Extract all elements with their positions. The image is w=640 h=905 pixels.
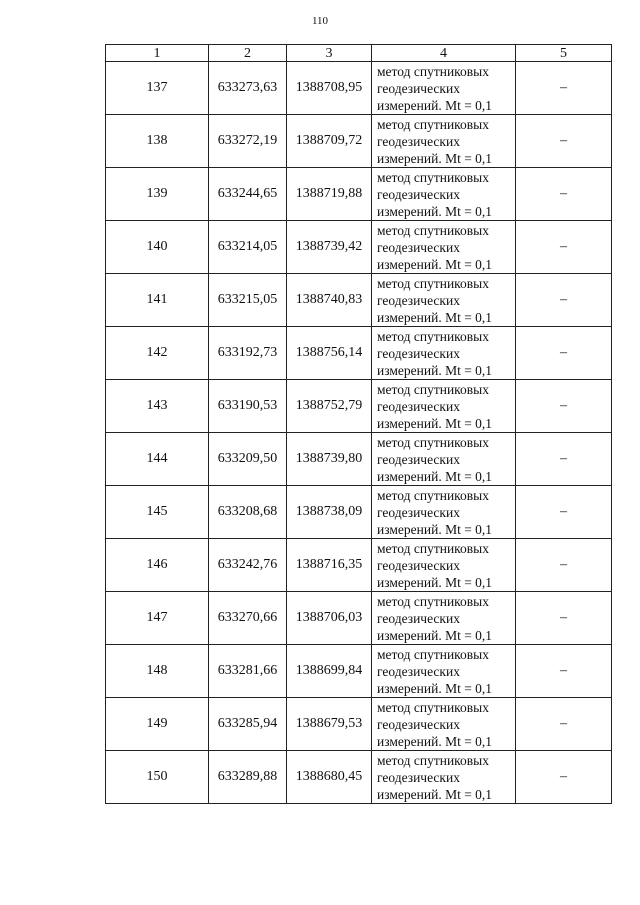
y-coordinate-cell: 1388752,79 (287, 380, 372, 433)
x-coordinate-cell: 633285,94 (209, 698, 287, 751)
header-col-5: 5 (516, 45, 612, 62)
x-coordinate-cell: 633272,19 (209, 115, 287, 168)
method-cell (372, 698, 516, 751)
point-number-cell: 144 (106, 433, 209, 486)
method-line-2: геодезических (377, 398, 460, 414)
x-coordinate-cell: 633190,53 (209, 380, 287, 433)
header-col-1: 1 (106, 45, 209, 62)
note-cell: – (516, 486, 612, 539)
header-row (106, 45, 612, 62)
method-line-2: геодезических (377, 133, 460, 149)
method-cell (372, 168, 516, 221)
x-coordinate-cell: 633270,66 (209, 592, 287, 645)
method-line-3: измерений. Mt = 0,1 (377, 733, 493, 749)
point-number-cell: 138 (106, 115, 209, 168)
method-line-3: измерений. Mt = 0,1 (377, 468, 493, 484)
method-cell (372, 539, 516, 592)
y-coordinate-cell: 1388739,80 (287, 433, 372, 486)
note-cell: – (516, 592, 612, 645)
table-row (106, 433, 612, 486)
y-coordinate-cell: 1388708,95 (287, 62, 372, 115)
method-cell (372, 115, 516, 168)
y-coordinate-cell: 1388680,45 (287, 751, 372, 804)
page-number: 110 (311, 15, 329, 27)
method-cell (372, 645, 516, 698)
method-line-1: метод спутниковых (377, 646, 489, 662)
note-cell: – (516, 698, 612, 751)
table-row (106, 168, 612, 221)
method-line-1: метод спутниковых (377, 328, 489, 344)
method-line-1: метод спутниковых (377, 116, 489, 132)
method-line-2: геодезических (377, 504, 460, 520)
table-row (106, 486, 612, 539)
x-coordinate-cell: 633244,65 (209, 168, 287, 221)
method-cell (372, 327, 516, 380)
method-line-1: метод спутниковых (377, 275, 489, 291)
coordinates-table (105, 44, 612, 804)
method-line-3: измерений. Mt = 0,1 (377, 203, 493, 219)
method-cell (372, 433, 516, 486)
x-coordinate-cell: 633273,63 (209, 62, 287, 115)
x-coordinate-cell: 633242,76 (209, 539, 287, 592)
y-coordinate-cell: 1388709,72 (287, 115, 372, 168)
point-number-cell: 137 (106, 62, 209, 115)
point-number-cell: 140 (106, 221, 209, 274)
y-coordinate-cell: 1388719,88 (287, 168, 372, 221)
header-col-4: 4 (372, 45, 516, 62)
method-line-1: метод спутниковых (377, 593, 489, 609)
point-number-cell: 146 (106, 539, 209, 592)
note-cell: – (516, 327, 612, 380)
method-line-2: геодезических (377, 716, 460, 732)
method-cell (372, 486, 516, 539)
method-line-2: геодезических (377, 769, 460, 785)
table-row (106, 115, 612, 168)
point-number-cell: 143 (106, 380, 209, 433)
method-line-2: геодезических (377, 345, 460, 361)
y-coordinate-cell: 1388756,14 (287, 327, 372, 380)
point-number-cell: 139 (106, 168, 209, 221)
x-coordinate-cell: 633289,88 (209, 751, 287, 804)
table-row (106, 274, 612, 327)
y-coordinate-cell: 1388679,53 (287, 698, 372, 751)
header-col-2: 2 (209, 45, 287, 62)
table-row (106, 327, 612, 380)
method-line-1: метод спутниковых (377, 752, 489, 768)
point-number-cell: 149 (106, 698, 209, 751)
x-coordinate-cell: 633208,68 (209, 486, 287, 539)
method-line-2: геодезических (377, 80, 460, 96)
point-number-cell: 141 (106, 274, 209, 327)
method-line-1: метод спутниковых (377, 540, 489, 556)
x-coordinate-cell: 633281,66 (209, 645, 287, 698)
note-cell: – (516, 168, 612, 221)
point-number-cell: 147 (106, 592, 209, 645)
method-line-2: геодезических (377, 186, 460, 202)
note-cell: – (516, 274, 612, 327)
note-cell: – (516, 433, 612, 486)
method-cell (372, 274, 516, 327)
note-cell: – (516, 751, 612, 804)
table-row (106, 698, 612, 751)
y-coordinate-cell: 1388738,09 (287, 486, 372, 539)
note-cell: – (516, 380, 612, 433)
method-cell (372, 592, 516, 645)
method-line-1: метод спутниковых (377, 222, 489, 238)
y-coordinate-cell: 1388740,83 (287, 274, 372, 327)
method-line-1: метод спутниковых (377, 487, 489, 503)
method-line-3: измерений. Mt = 0,1 (377, 415, 493, 431)
x-coordinate-cell: 633209,50 (209, 433, 287, 486)
method-line-2: геодезических (377, 239, 460, 255)
x-coordinate-cell: 633192,73 (209, 327, 287, 380)
table-header (106, 45, 612, 62)
method-line-3: измерений. Mt = 0,1 (377, 786, 493, 802)
method-line-3: измерений. Mt = 0,1 (377, 150, 493, 166)
method-line-1: метод спутниковых (377, 699, 489, 715)
table-row (106, 645, 612, 698)
header-col-3: 3 (287, 45, 372, 62)
method-line-3: измерений. Mt = 0,1 (377, 97, 493, 113)
method-line-2: геодезических (377, 610, 460, 626)
point-number-cell: 150 (106, 751, 209, 804)
table-row (106, 539, 612, 592)
method-line-2: геодезических (377, 451, 460, 467)
point-number-cell: 145 (106, 486, 209, 539)
x-coordinate-cell: 633214,05 (209, 221, 287, 274)
table-row (106, 751, 612, 804)
method-line-3: измерений. Mt = 0,1 (377, 680, 493, 696)
method-line-3: измерений. Mt = 0,1 (377, 256, 493, 272)
method-line-1: метод спутниковых (377, 381, 489, 397)
method-cell (372, 221, 516, 274)
method-line-3: измерений. Mt = 0,1 (377, 574, 493, 590)
method-line-3: измерений. Mt = 0,1 (377, 309, 493, 325)
method-line-3: измерений. Mt = 0,1 (377, 362, 493, 378)
table-row (106, 380, 612, 433)
table-body (106, 62, 612, 804)
y-coordinate-cell: 1388716,35 (287, 539, 372, 592)
method-cell (372, 751, 516, 804)
method-line-3: измерений. Mt = 0,1 (377, 627, 493, 643)
note-cell: – (516, 62, 612, 115)
y-coordinate-cell: 1388706,03 (287, 592, 372, 645)
x-coordinate-cell: 633215,05 (209, 274, 287, 327)
method-line-1: метод спутниковых (377, 169, 489, 185)
method-line-3: измерений. Mt = 0,1 (377, 521, 493, 537)
method-line-2: геодезических (377, 663, 460, 679)
method-line-2: геодезических (377, 557, 460, 573)
method-cell (372, 380, 516, 433)
method-line-1: метод спутниковых (377, 63, 489, 79)
method-cell (372, 62, 516, 115)
note-cell: – (516, 221, 612, 274)
table-row (106, 592, 612, 645)
y-coordinate-cell: 1388699,84 (287, 645, 372, 698)
y-coordinate-cell: 1388739,42 (287, 221, 372, 274)
point-number-cell: 148 (106, 645, 209, 698)
method-line-2: геодезических (377, 292, 460, 308)
note-cell: – (516, 645, 612, 698)
note-cell: – (516, 539, 612, 592)
note-cell: – (516, 115, 612, 168)
table-row (106, 221, 612, 274)
method-line-1: метод спутниковых (377, 434, 489, 450)
point-number-cell: 142 (106, 327, 209, 380)
table-row (106, 62, 612, 115)
